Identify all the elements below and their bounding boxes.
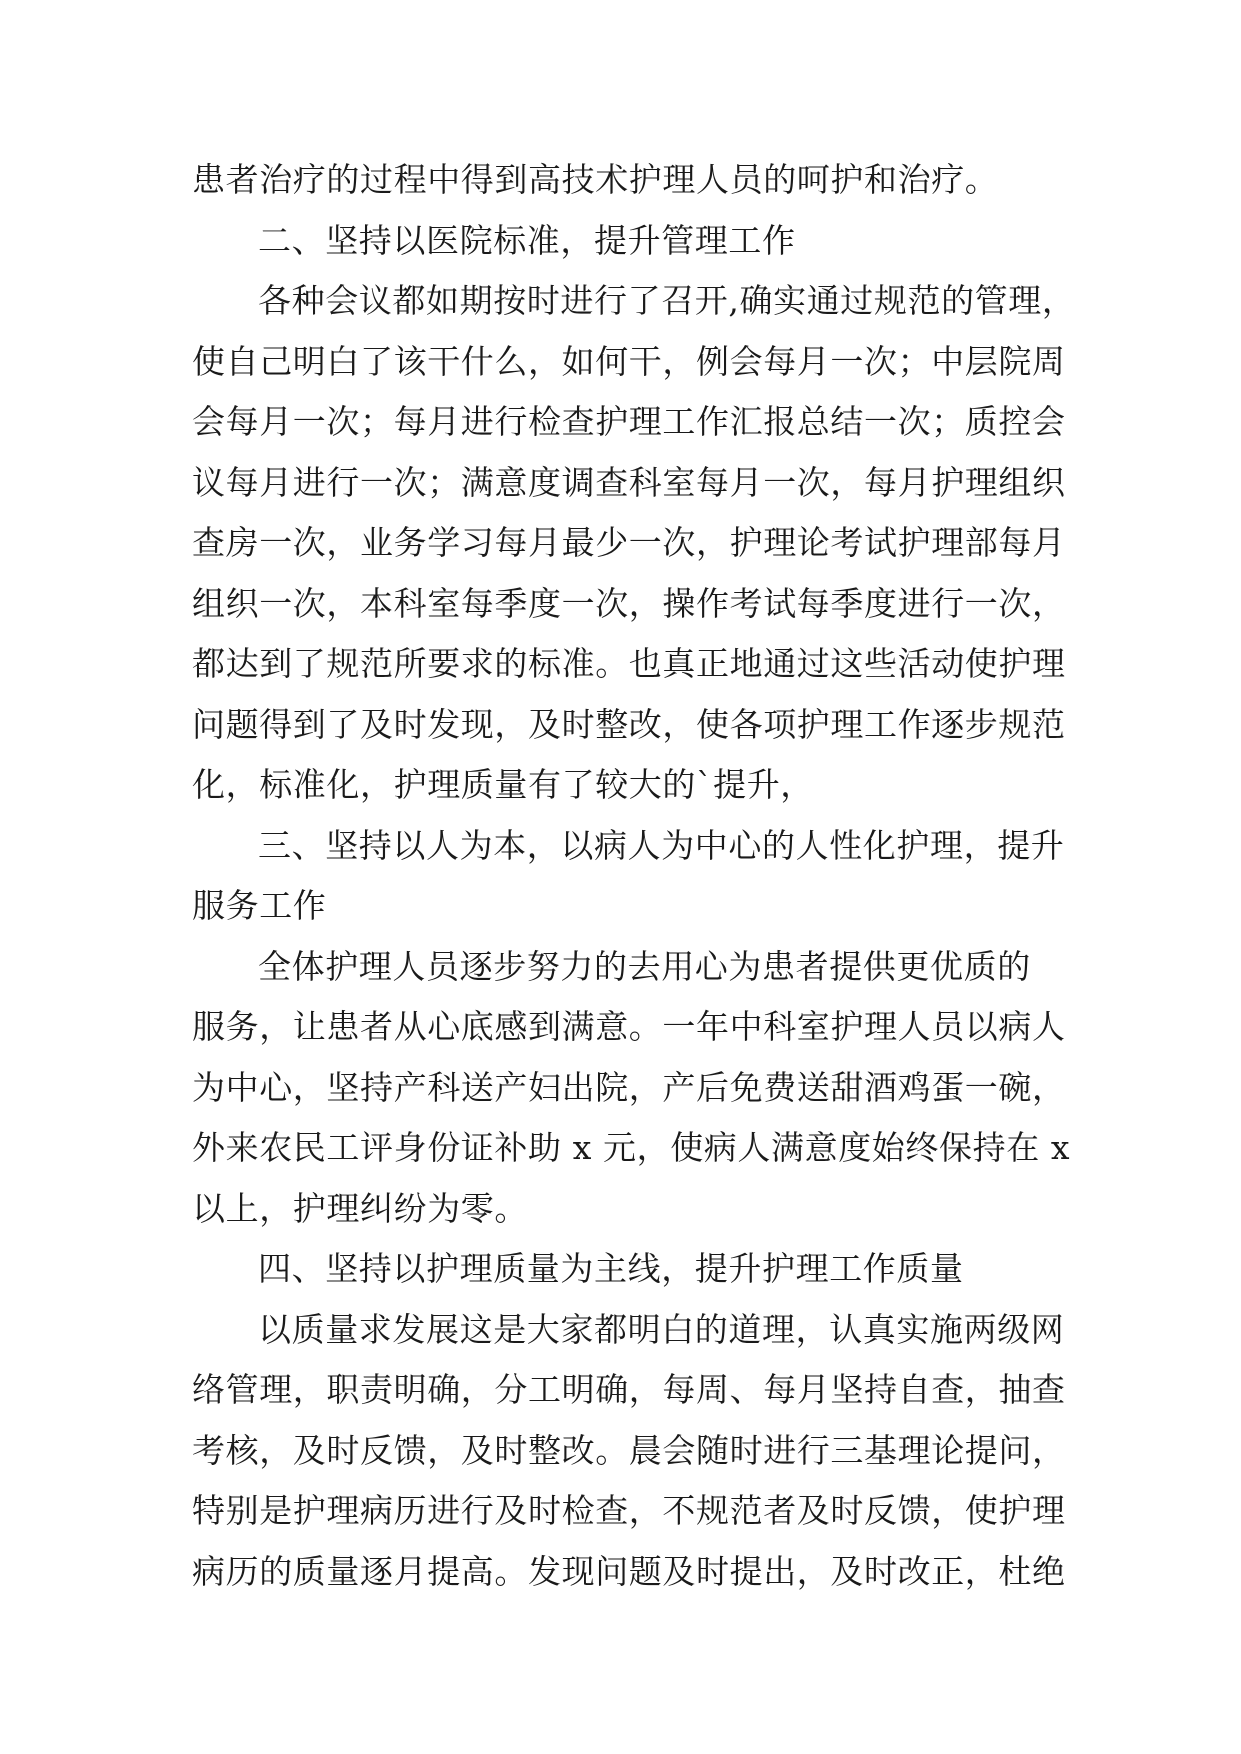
text-line: 考核，及时反馈，及时整改。晨会随时进行三基理论提问， [192, 1430, 1066, 1470]
text-line: 全体护理人员逐步努力的去用心为患者提供更优质的 [258, 946, 1031, 986]
text-line: 病历的质量逐月提高。发现问题及时提出，及时改正，杜绝 [192, 1551, 1066, 1591]
text-line: 查房一次，业务学习每月最少一次，护理论考试护理部每月 [192, 523, 1066, 562]
text-line: 都达到了规范所要求的标准。也真正地通过这些活动使护理 [192, 644, 1066, 683]
text-line: 特别是护理病历进行及时检查，不规范者及时反馈，使护理 [192, 1491, 1066, 1530]
section-heading-continued: 服务工作 [192, 886, 327, 925]
text-line: 以上，护理纠纷为零。 [192, 1188, 528, 1228]
text-line: 患者治疗的过程中得到高技术护理人员的呵护和治疗。 [192, 160, 999, 199]
text-line: 化，标准化，护理质量有了较大的`提升， [192, 765, 814, 804]
text-line: 议每月进行一次；满意度调查科室每月一次，每月护理组织 [192, 462, 1066, 502]
text-line: 络管理，职责明确，分工明确，每周、每月坚持自查，抽查 [192, 1370, 1066, 1409]
text-line: 服务，让患者从心底感到满意。一年中科室护理人员以病人 [192, 1007, 1066, 1046]
document-body [192, 150, 1092, 1602]
section-heading: 三、坚持以人为本，以病人为中心的人性化护理，提升 [258, 825, 1065, 865]
text-line: 以质量求发展这是大家都明白的道理，认真实施两级网 [258, 1309, 1065, 1349]
text-line: 问题得到了及时发现，及时整改，使各项护理工作逐步规范 [192, 704, 1066, 744]
text-line: 会每月一次；每月进行检查护理工作汇报总结一次；质控会 [192, 402, 1066, 441]
text-line: 为中心，坚持产科送产妇出院，产后免费送甜酒鸡蛋一碗， [192, 1067, 1066, 1107]
section-heading: 四、坚持以护理质量为主线，提升护理工作质量 [258, 1249, 964, 1288]
text-line: 各种会议都如期按时进行了召开,确实通过规范的管理， [258, 281, 1076, 320]
section-heading: 二、坚持以医院标准，提升管理工作 [258, 220, 796, 260]
text-line: 使自己明白了该干什么，如何干，例会每月一次；中层院周 [192, 341, 1066, 381]
text-line: 外来农民工评身份证补助 x 元，使病人满意度始终保持在 x [192, 1128, 1071, 1167]
text-line: 组织一次，本科室每季度一次，操作考试每季度进行一次， [192, 583, 1066, 623]
